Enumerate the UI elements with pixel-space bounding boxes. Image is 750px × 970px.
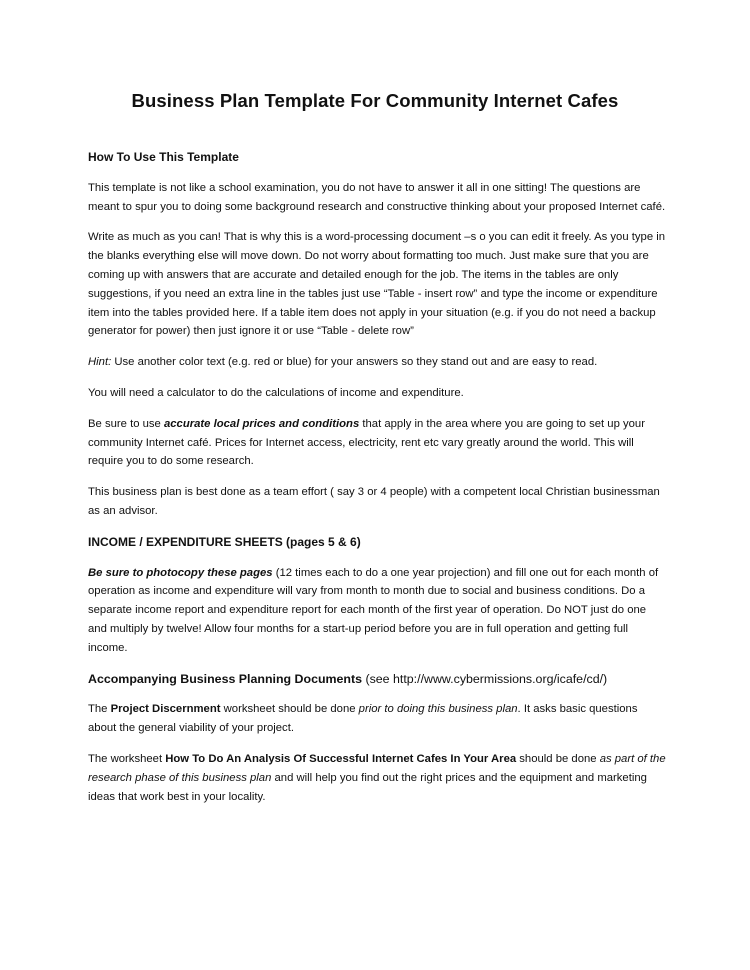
local-prices-post: that apply in the area where you are going to set up your community Internet café. Prices for Internet access, electricity, rent etc vary greatly around the world. This will require you to do some research. xyxy=(88,417,645,468)
local-prices-pre: Be sure to use xyxy=(88,417,164,430)
project-discernment-post: . It asks basic questions about the general viability of your project. xyxy=(88,703,638,735)
analysis-worksheet-mid: should be done xyxy=(516,752,600,765)
photocopy-text: (12 times each to do a one year projection) and fill one out for each month of operation as income and expenditure will vary from month to month due to social and business conditions. Do a separate income report and expenditure report for each month of the first year of operation. Do NOT just do one and multiply by twelve! Allow four months for a start-up period before you are in full operation and getting full income. xyxy=(88,566,659,654)
project-discernment-mid: worksheet should be done xyxy=(220,703,359,716)
project-discernment-title: Project Discernment xyxy=(110,703,221,716)
section-heading-how-to-use: How To Use This Template xyxy=(88,150,239,164)
paragraph-write-as-much: Write as much as you can! That is why this is a word-processing document –s o you can edit it freely. As you type in the blanks everything else will move down. Do not worry about formatting too much. Just make sure that you are coming up with answers that are accurate and detailed enough for the job. The items in the tables are only suggestions, if you need an extra line in the tables just use “Table - insert row” and type the income or expenditure item into the tables provided here. If a table item does not apply in your situation (e.g. if you do not need a backup generator for power) then just ignore it or use “Table - delete row” xyxy=(88,231,666,338)
document-body xyxy=(88,148,666,818)
hint-label: Hint: xyxy=(88,356,112,369)
document-title: Business Plan Template For Community Internet Cafes xyxy=(131,90,619,111)
analysis-worksheet-title: How To Do An Analysis Of Successful Internet Cafes In Your Area xyxy=(165,752,517,765)
accompanying-heading-link: (see http://www.cybermissions.org/icafe/cd/) xyxy=(362,671,608,686)
paragraph-team-effort: This business plan is best done as a team effort ( say 3 or 4 people) with a competent local Christian businessman as an advisor. xyxy=(88,486,660,517)
project-discernment-italic: prior to doing this business plan xyxy=(358,703,518,716)
paragraph-intro: This template is not like a school examination, you do not have to answer it all in one sitting! The questions are meant to spur you to doing some background research and constructive thinking about your proposed Internet café. xyxy=(88,181,666,213)
section-heading-accompanying xyxy=(88,670,666,689)
paragraph-calculator: You will need a calculator to do the calculations of income and expenditure. xyxy=(88,386,464,399)
hint-text: Use another color text (e.g. red or blue) for your answers so they stand out and are easy to read. xyxy=(111,356,598,369)
analysis-worksheet-post: and will help you find out the right prices and the equipment and marketing ideas that work best in your locality. xyxy=(88,771,647,803)
photocopy-emphasis: Be sure to photocopy these pages xyxy=(88,566,273,579)
analysis-worksheet-italic: as part of the research phase of this business plan xyxy=(88,752,666,784)
paragraph-local-prices xyxy=(88,415,666,471)
accompanying-heading-text: Accompanying Business Planning Documents xyxy=(88,671,363,686)
paragraph-project-discernment xyxy=(88,700,666,738)
analysis-worksheet-pre: The worksheet xyxy=(88,752,166,765)
project-discernment-pre: The xyxy=(88,703,111,716)
paragraph-analysis-worksheet xyxy=(88,750,666,806)
paragraph-hint xyxy=(88,353,666,372)
section-heading-income-expenditure: INCOME / EXPENDITURE SHEETS (pages 5 & 6) xyxy=(88,534,361,549)
local-prices-emphasis: accurate local prices and conditions xyxy=(163,417,360,430)
paragraph-photocopy xyxy=(88,564,666,658)
